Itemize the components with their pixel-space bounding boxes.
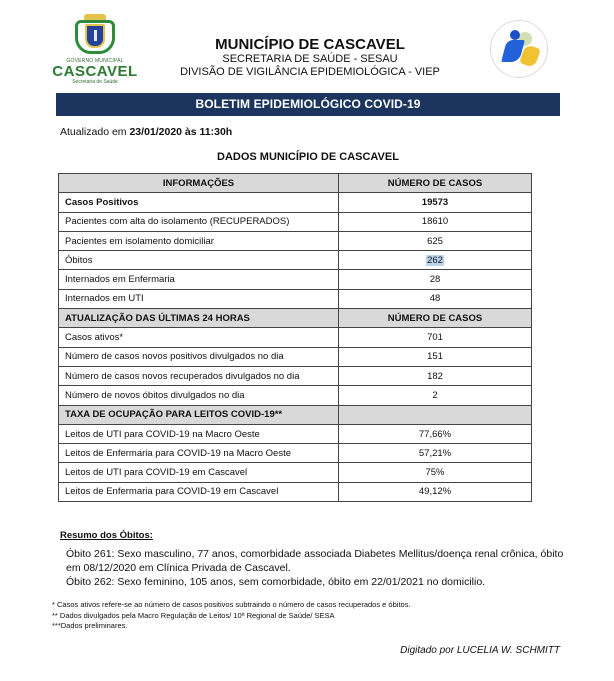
row-label: Leitos de UTI para COVID-19 na Macro Oeste	[59, 424, 339, 443]
section-header-value: NÚMERO DE CASOS	[339, 309, 532, 328]
row-value: 2	[339, 386, 532, 405]
table-row	[59, 386, 532, 405]
column-header-informacoes: INFORMAÇÕES	[59, 174, 339, 193]
death-entry: Óbito 261: Sexo masculino, 77 anos, comorbidade associada Diabetes Mellitus/doença renal crônica, óbito em 08/12/2020 em Clínica Privada de Cascavel.	[66, 548, 564, 574]
row-label: Leitos de UTI para COVID-19 em Cascavel	[59, 463, 339, 482]
document-header	[150, 36, 470, 79]
typed-by-signature: Digitado por LUCELIA W. SCHMITT	[400, 645, 560, 656]
header-subtitle-secretaria: SECRETARIA DE SAÚDE - SESAU	[222, 53, 398, 65]
deaths-summary-title: Resumo dos Óbitos:	[60, 530, 153, 541]
row-value: 701	[339, 328, 532, 347]
footnotes	[52, 600, 411, 632]
cascavel-coat-of-arms-icon	[75, 14, 115, 56]
table-row	[59, 289, 532, 308]
section-header-label: ATUALIZAÇÃO DAS ÚLTIMAS 24 HORAS	[59, 309, 339, 328]
row-label: Casos Positivos	[59, 193, 339, 212]
death-entry: Óbito 262: Sexo feminino, 105 anos, sem comorbidade, óbito em 22/01/2021 no domicilio.	[66, 576, 486, 588]
logo-dept-label: Secretaria de Saúde	[72, 79, 118, 85]
table-row	[59, 212, 532, 231]
bulletin-banner: BOLETIM EPIDEMIOLÓGICO COVID-19	[56, 93, 560, 116]
table-row	[59, 482, 532, 501]
table-row	[59, 231, 532, 250]
row-label: Número de casos novos positivos divulgados no dia	[59, 347, 339, 366]
row-label: Casos ativos*	[59, 328, 339, 347]
deaths-summary-body	[60, 547, 571, 589]
row-value: 28	[339, 270, 532, 289]
table-row	[59, 463, 532, 482]
table-row	[59, 444, 532, 463]
row-label: Leitos de Enfermaria para COVID-19 na Macro Oeste	[59, 444, 339, 463]
cascavel-logo	[40, 14, 150, 85]
header-subtitle-divisao: DIVISÃO DE VIGILÂNCIA EPIDEMIOLÓGICA - VIEP	[180, 66, 440, 78]
table-row	[59, 347, 532, 366]
vigilancia-epidemiologica-logo-icon	[486, 18, 558, 80]
table-row	[59, 193, 532, 212]
section-header-label: TAXA DE OCUPAÇÃO PARA LEITOS COVID-19**	[59, 405, 339, 424]
section-header-value	[339, 405, 532, 424]
table-section-header-occupancy	[59, 405, 532, 424]
updated-prefix: Atualizado em	[60, 126, 130, 138]
column-header-numero-casos: NÚMERO DE CASOS	[339, 174, 532, 193]
row-value-highlighted: 262	[427, 254, 443, 266]
row-value: 19573	[339, 193, 532, 212]
table-section-header-24h	[59, 309, 532, 328]
row-label: Leitos de Enfermaria para COVID-19 em Cascavel	[59, 482, 339, 501]
row-value: 57,21%	[339, 444, 532, 463]
row-value: 48	[339, 289, 532, 308]
page-title: MUNICÍPIO DE CASCAVEL	[215, 36, 405, 53]
row-value: 18610	[339, 212, 532, 231]
row-value: 151	[339, 347, 532, 366]
section-title: DADOS MUNICÍPIO DE CASCAVEL	[217, 151, 399, 163]
row-value: 49,12%	[339, 482, 532, 501]
row-label: Número de novos óbitos divulgados no dia	[59, 386, 339, 405]
table-row	[59, 251, 532, 270]
updated-timestamp	[60, 126, 232, 138]
logo-city-label: CASCAVEL	[52, 63, 138, 80]
footnote: ***Dados preliminares.	[52, 621, 128, 630]
row-label: Internados em Enfermaria	[59, 270, 339, 289]
updated-datetime: 23/01/2020 às 11:30h	[129, 126, 233, 138]
covid-data-table	[58, 173, 532, 502]
row-value: 75%	[339, 463, 532, 482]
row-value: 625	[339, 231, 532, 250]
table-row	[59, 270, 532, 289]
row-label: Número de casos novos recuperados divulgados no dia	[59, 366, 339, 385]
logo-gov-label: GOVERNO MUNICIPAL	[66, 58, 124, 64]
row-label: Pacientes com alta do isolamento (RECUPERADOS)	[59, 212, 339, 231]
footnote: * Casos ativos refere-se ao número de casos positivos subtraindo o número de casos recuperados e óbitos.	[52, 600, 411, 609]
row-label: Pacientes em isolamento domiciliar	[59, 231, 339, 250]
footnote: ** Dados divulgados pela Macro Regulação de Leitos/ 10ª Regional de Saúde/ SESA	[52, 610, 335, 620]
table-row	[59, 366, 532, 385]
row-value: 182	[339, 366, 532, 385]
row-label: Internados em UTI	[59, 289, 339, 308]
table-header-row	[59, 174, 532, 193]
row-label: Óbitos	[59, 251, 339, 270]
table-row	[59, 424, 532, 443]
table-row	[59, 328, 532, 347]
row-value: 77,66%	[339, 424, 532, 443]
